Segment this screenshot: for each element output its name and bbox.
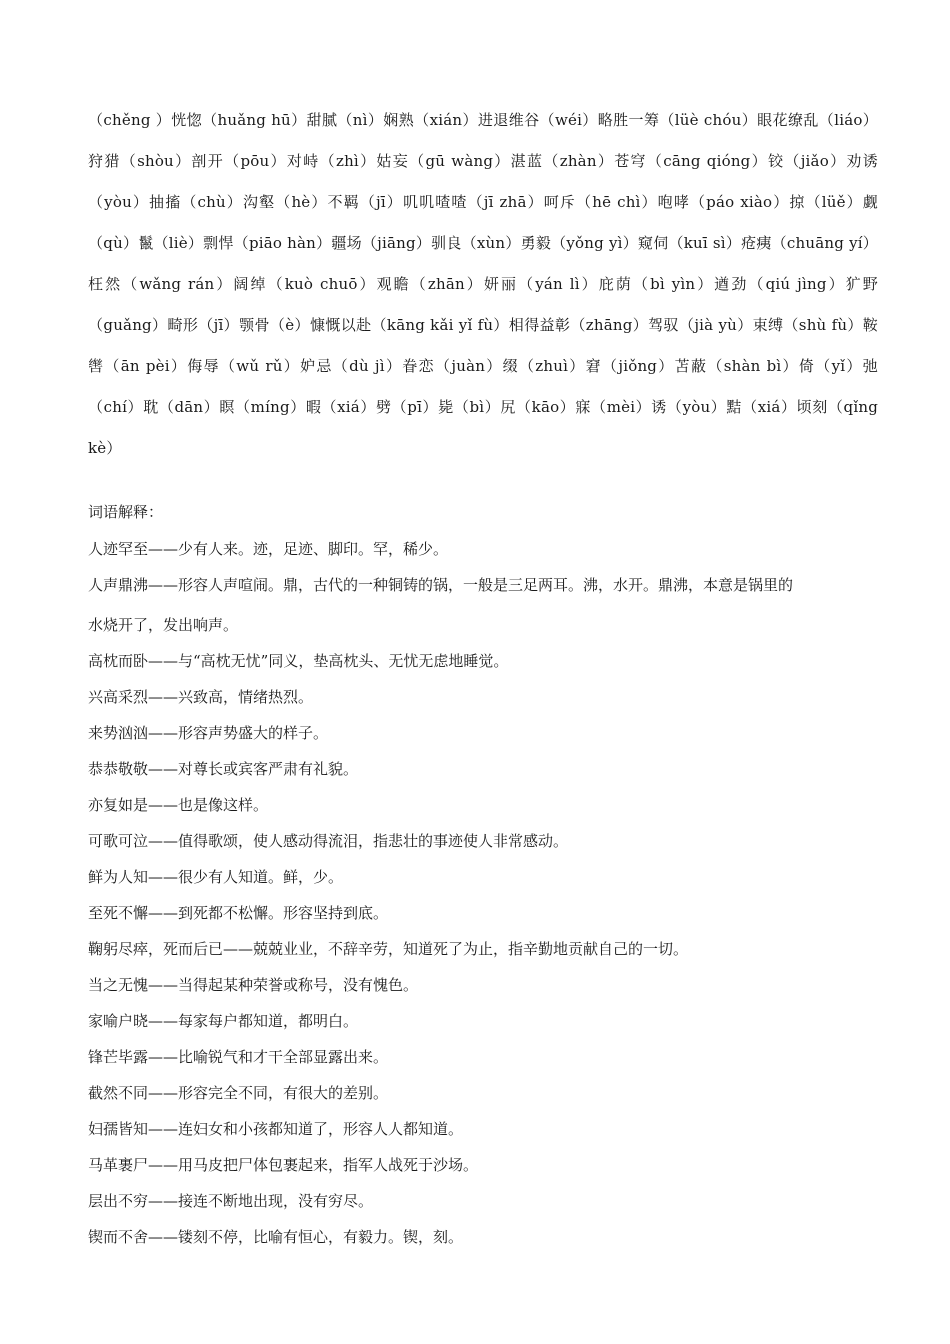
definition-item: 人声鼎沸——形容人声喧闹。鼎，古代的一种铜铸的锅，一般是三足两耳。沸，水开。鼎沸，本意是锅里的 水烧开了，发出响声。 bbox=[88, 576, 794, 634]
section-title: 词语解释： bbox=[88, 503, 164, 521]
definition-item: 来势汹汹——形容声势盛大的样子。 bbox=[88, 724, 329, 742]
definition-item: 妇孺皆知——连妇女和小孩都知道了，形容人人都知道。 bbox=[88, 1120, 464, 1138]
definition-item: 家喻户晓——每家每户都知道，都明白。 bbox=[88, 1012, 359, 1030]
pinyin-paragraph: （chěng ）恍惚（huǎng hū）甜腻（nì）娴熟（xián）进退维谷（wéi）略胜一筹（lüè chóu）眼花缭乱（liáo）狩猎（shòu）剖开（pōu）对峙（zhì）姑妄（gū wàng）湛蓝（zhàn）苍穹（cāng qióng）铰（jiǎo）劝诱（yòu）抽搐（chù）沟壑（hè）不羁（jī）叽叽喳喳（jī zhā）呵斥（hē chì）咆哮（páo xiào）掠（lüě）觑（qù）鬣（liè）剽悍（piāo hàn）疆场（jiāng）驯良（xùn）勇毅（yǒng yì）窥伺（kuī sì）疮痍（chuāng yí）枉然（wǎng rán）阔绰（kuò chuō）观瞻（zhān）妍丽（yán lì）庇荫（bì yìn）遒劲（qiú jìng）犷野（guǎng）畸形（jī）颚骨（è）慷慨以赴（kāng kǎi yǐ fù）相得益彰（zhāng）驾驭（jià yù）束缚（shù fù）鞍辔（ān pèi）侮辱（wǔ rǔ）妒忌（dù jì）眷恋（juàn）缀（zhuì）窘（jiǒng）苫蔽（shàn bì）倚（yǐ）弛（chí）耽（dān）瞑（míng）暇（xiá）劈（pī）毙（bì）尻（kāo）寐（mèi）诱（yòu）黠（xiá）顷刻（qǐng kè） bbox=[88, 111, 878, 457]
definition-item: 当之无愧——当得起某种荣誉或称号，没有愧色。 bbox=[88, 976, 419, 994]
definition-item: 恭恭敬敬——对尊长或宾客严肃有礼貌。 bbox=[88, 760, 359, 778]
document-page bbox=[88, 100, 878, 1255]
definition-item: 鞠躬尽瘁，死而后已——兢兢业业，不辞辛劳，知道死了为止，指辛勤地贡献自己的一切。 bbox=[88, 940, 689, 958]
definition-item: 马革裹尸——用马皮把尸体包裹起来，指军人战死于沙场。 bbox=[88, 1156, 479, 1174]
definition-item: 至死不懈——到死都不松懈。形容坚持到底。 bbox=[88, 904, 389, 922]
definition-item: 可歌可泣——值得歌颂，使人感动得流泪，指悲壮的事迹使人非常感动。 bbox=[88, 832, 569, 850]
definition-item: 层出不穷——接连不断地出现，没有穷尽。 bbox=[88, 1192, 374, 1210]
definition-item: 鲜为人知——很少有人知道。鲜，少。 bbox=[88, 868, 344, 886]
definition-item: 高枕而卧——与“高枕无忧”同义，垫高枕头、无忧无虑地睡觉。 bbox=[88, 652, 509, 670]
definition-item: 兴高采烈——兴致高，情绪热烈。 bbox=[88, 688, 314, 706]
definition-item: 人迹罕至——少有人来。迹，足迹、脚印。罕，稀少。 bbox=[88, 540, 449, 558]
definition-item: 锲而不舍——镂刻不停，比喻有恒心，有毅力。锲，刻。 bbox=[88, 1228, 464, 1246]
definition-item: 锋芒毕露——比喻锐气和才干全部显露出来。 bbox=[88, 1048, 389, 1066]
definition-item: 亦复如是——也是像这样。 bbox=[88, 796, 269, 814]
definition-item: 截然不同——形容完全不同，有很大的差别。 bbox=[88, 1084, 389, 1102]
definition-list bbox=[88, 531, 878, 1255]
